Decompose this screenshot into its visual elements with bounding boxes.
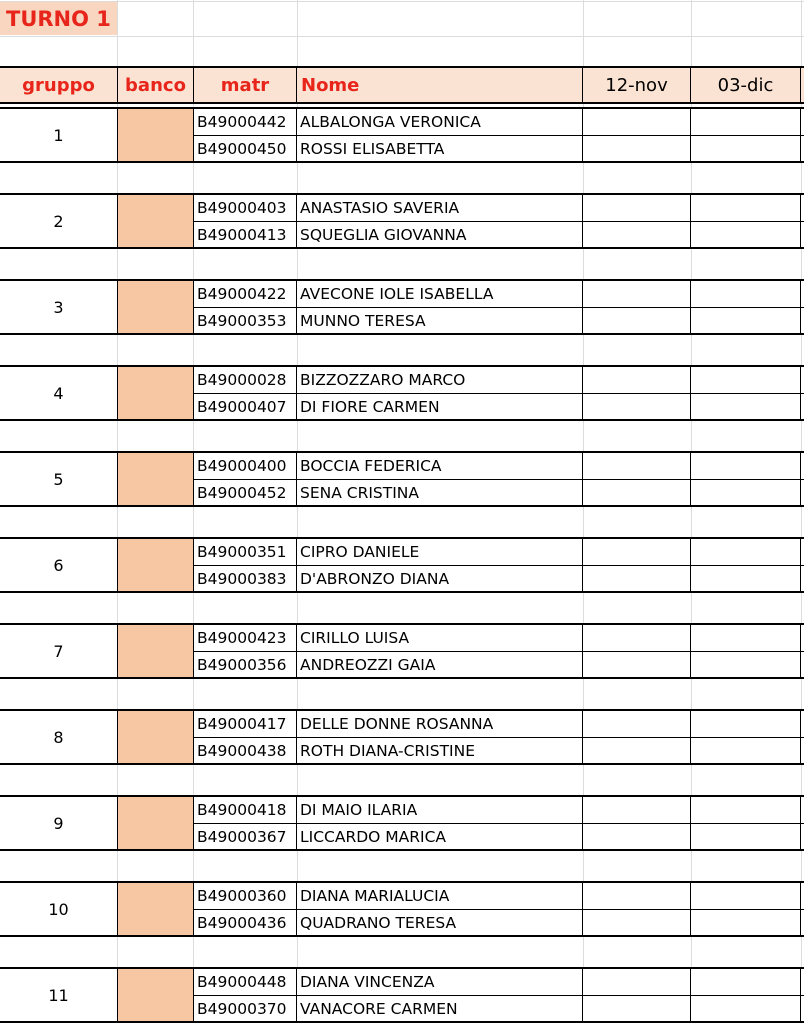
group-number-cell[interactable]: 4: [0, 367, 118, 419]
date-2-cell[interactable]: [691, 453, 801, 479]
matr-cell[interactable]: B49000356: [194, 652, 297, 677]
date-2-cell[interactable]: [691, 394, 801, 419]
header-row: [0, 66, 804, 104]
banco-cell[interactable]: [118, 195, 194, 247]
date-1-cell[interactable]: [583, 394, 691, 419]
date-1-cell[interactable]: [583, 453, 691, 479]
student-row: [194, 824, 804, 849]
date-1-cell[interactable]: [583, 539, 691, 565]
header-date-2[interactable]: 03-dic: [691, 68, 801, 102]
banco-cell[interactable]: [118, 711, 194, 763]
matr-cell[interactable]: B49000438: [194, 738, 297, 763]
matr-cell[interactable]: B49000422: [194, 281, 297, 307]
nome-cell[interactable]: QUADRANO TERESA: [297, 910, 583, 935]
matr-cell[interactable]: B49000423: [194, 625, 297, 651]
nome-cell[interactable]: ROTH DIANA-CRISTINE: [297, 738, 583, 763]
student-row: [194, 996, 804, 1021]
nome-cell[interactable]: SQUEGLIA GIOVANNA: [297, 222, 583, 247]
date-1-cell[interactable]: [583, 652, 691, 677]
group-number-cell[interactable]: 5: [0, 453, 118, 505]
group-block: [0, 279, 804, 335]
nome-cell[interactable]: AVECONE IOLE ISABELLA: [297, 281, 583, 307]
date-2-cell[interactable]: [691, 969, 801, 995]
nome-cell[interactable]: ANASTASIO SAVERIA: [297, 195, 583, 221]
date-1-cell[interactable]: [583, 566, 691, 591]
banco-cell[interactable]: [118, 453, 194, 505]
group-number-cell[interactable]: 10: [0, 883, 118, 935]
student-row: [194, 711, 804, 738]
student-row: [194, 367, 804, 394]
nome-cell[interactable]: MUNNO TERESA: [297, 308, 583, 333]
date-1-cell[interactable]: [583, 738, 691, 763]
date-1-cell[interactable]: [583, 308, 691, 333]
matr-cell[interactable]: B49000403: [194, 195, 297, 221]
date-1-cell[interactable]: [583, 222, 691, 247]
student-row: [194, 308, 804, 333]
gridline: [0, 36, 804, 37]
matr-cell[interactable]: B49000370: [194, 996, 297, 1021]
student-row: [194, 738, 804, 763]
date-1-cell[interactable]: [583, 625, 691, 651]
date-2-cell[interactable]: [691, 308, 801, 333]
nome-cell[interactable]: DIANA VINCENZA: [297, 969, 583, 995]
banco-cell[interactable]: [118, 109, 194, 161]
date-2-cell[interactable]: [691, 539, 801, 565]
student-row: [194, 652, 804, 677]
student-row: [194, 453, 804, 480]
banco-cell[interactable]: [118, 797, 194, 849]
matr-cell[interactable]: B49000400: [194, 453, 297, 479]
nome-cell[interactable]: DELLE DONNE ROSANNA: [297, 711, 583, 737]
matr-cell[interactable]: B49000418: [194, 797, 297, 823]
nome-cell[interactable]: DI FIORE CARMEN: [297, 394, 583, 419]
matr-cell[interactable]: B49000442: [194, 109, 297, 135]
student-row: [194, 281, 804, 308]
nome-cell[interactable]: LICCARDO MARICA: [297, 824, 583, 849]
nome-cell[interactable]: CIPRO DANIELE: [297, 539, 583, 565]
date-1-cell[interactable]: [583, 824, 691, 849]
banco-cell[interactable]: [118, 367, 194, 419]
date-2-cell[interactable]: [691, 480, 801, 505]
matr-cell[interactable]: B49000407: [194, 394, 297, 419]
group-number-cell[interactable]: 8: [0, 711, 118, 763]
group-number-cell[interactable]: 3: [0, 281, 118, 333]
date-2-cell[interactable]: [691, 797, 801, 823]
date-1-cell[interactable]: [583, 367, 691, 393]
nome-cell[interactable]: ROSSI ELISABETTA: [297, 136, 583, 161]
nome-cell[interactable]: DIANA MARIALUCIA: [297, 883, 583, 909]
date-1-cell[interactable]: [583, 883, 691, 909]
matr-cell[interactable]: B49000448: [194, 969, 297, 995]
date-1-cell[interactable]: [583, 910, 691, 935]
banco-cell[interactable]: [118, 969, 194, 1021]
banco-cell[interactable]: [118, 883, 194, 935]
date-2-cell[interactable]: [691, 738, 801, 763]
group-block: [0, 365, 804, 421]
group-block: [0, 881, 804, 937]
gridline: [0, 1, 804, 2]
matr-cell[interactable]: B49000367: [194, 824, 297, 849]
date-2-cell[interactable]: [691, 367, 801, 393]
student-row: [194, 394, 804, 419]
group-block: [0, 451, 804, 507]
date-1-cell[interactable]: [583, 136, 691, 161]
student-row: [194, 625, 804, 652]
date-2-cell[interactable]: [691, 222, 801, 247]
date-1-cell[interactable]: [583, 195, 691, 221]
sheet-title: TURNO 1: [6, 6, 111, 31]
student-row: [194, 480, 804, 505]
matr-cell[interactable]: B49000450: [194, 136, 297, 161]
group-number-cell[interactable]: 7: [0, 625, 118, 677]
matr-cell[interactable]: B49000417: [194, 711, 297, 737]
banco-cell[interactable]: [118, 625, 194, 677]
header-gruppo[interactable]: gruppo: [0, 68, 118, 102]
date-2-cell[interactable]: [691, 109, 801, 135]
nome-cell[interactable]: BOCCIA FEDERICA: [297, 453, 583, 479]
group-number-cell[interactable]: 2: [0, 195, 118, 247]
student-row: [194, 109, 804, 136]
student-row: [194, 910, 804, 935]
nome-cell[interactable]: DI MAIO ILARIA: [297, 797, 583, 823]
date-2-cell[interactable]: [691, 824, 801, 849]
group-number-cell[interactable]: 6: [0, 539, 118, 591]
date-1-cell[interactable]: [583, 109, 691, 135]
nome-cell[interactable]: D'ABRONZO DIANA: [297, 566, 583, 591]
student-row: [194, 222, 804, 247]
matr-cell[interactable]: B49000351: [194, 539, 297, 565]
group-block: [0, 107, 804, 163]
group-block: [0, 537, 804, 593]
date-2-cell[interactable]: [691, 625, 801, 651]
header-nome[interactable]: Nome: [297, 68, 583, 102]
nome-cell[interactable]: SENA CRISTINA: [297, 480, 583, 505]
date-2-cell[interactable]: [691, 195, 801, 221]
student-row: [194, 539, 804, 566]
date-2-cell[interactable]: [691, 566, 801, 591]
date-2-cell[interactable]: [691, 281, 801, 307]
header-banco[interactable]: banco: [118, 68, 194, 102]
nome-cell[interactable]: ALBALONGA VERONICA: [297, 109, 583, 135]
date-2-cell[interactable]: [691, 996, 801, 1021]
group-block: [0, 193, 804, 249]
date-1-cell[interactable]: [583, 969, 691, 995]
matr-cell[interactable]: B49000028: [194, 367, 297, 393]
nome-cell[interactable]: CIRILLO LUISA: [297, 625, 583, 651]
student-row: [194, 797, 804, 824]
group-block: [0, 623, 804, 679]
matr-cell[interactable]: B49000436: [194, 910, 297, 935]
group-block: [0, 795, 804, 851]
sheet-title-cell[interactable]: [0, 2, 117, 35]
matr-cell[interactable]: B49000452: [194, 480, 297, 505]
group-number-cell[interactable]: 9: [0, 797, 118, 849]
date-1-cell[interactable]: [583, 281, 691, 307]
date-1-cell[interactable]: [583, 480, 691, 505]
date-2-cell[interactable]: [691, 910, 801, 935]
nome-cell[interactable]: VANACORE CARMEN: [297, 996, 583, 1021]
header-matr[interactable]: matr: [194, 68, 297, 102]
date-1-cell[interactable]: [583, 996, 691, 1021]
matr-cell[interactable]: B49000413: [194, 222, 297, 247]
date-2-cell[interactable]: [691, 136, 801, 161]
date-2-cell[interactable]: [691, 652, 801, 677]
student-row: [194, 883, 804, 910]
matr-cell[interactable]: B49000360: [194, 883, 297, 909]
banco-cell[interactable]: [118, 539, 194, 591]
nome-cell[interactable]: BIZZOZZARO MARCO: [297, 367, 583, 393]
header-date-1[interactable]: 12-nov: [583, 68, 691, 102]
group-block: [0, 967, 804, 1023]
student-row: [194, 969, 804, 996]
group-number-cell[interactable]: 11: [0, 969, 118, 1021]
student-row: [194, 566, 804, 591]
banco-cell[interactable]: [118, 281, 194, 333]
matr-cell[interactable]: B49000353: [194, 308, 297, 333]
date-2-cell[interactable]: [691, 883, 801, 909]
student-row: [194, 195, 804, 222]
matr-cell[interactable]: B49000383: [194, 566, 297, 591]
nome-cell[interactable]: ANDREOZZI GAIA: [297, 652, 583, 677]
date-1-cell[interactable]: [583, 711, 691, 737]
group-block: [0, 709, 804, 765]
student-row: [194, 136, 804, 161]
group-number-cell[interactable]: 1: [0, 109, 118, 161]
date-1-cell[interactable]: [583, 797, 691, 823]
date-2-cell[interactable]: [691, 711, 801, 737]
